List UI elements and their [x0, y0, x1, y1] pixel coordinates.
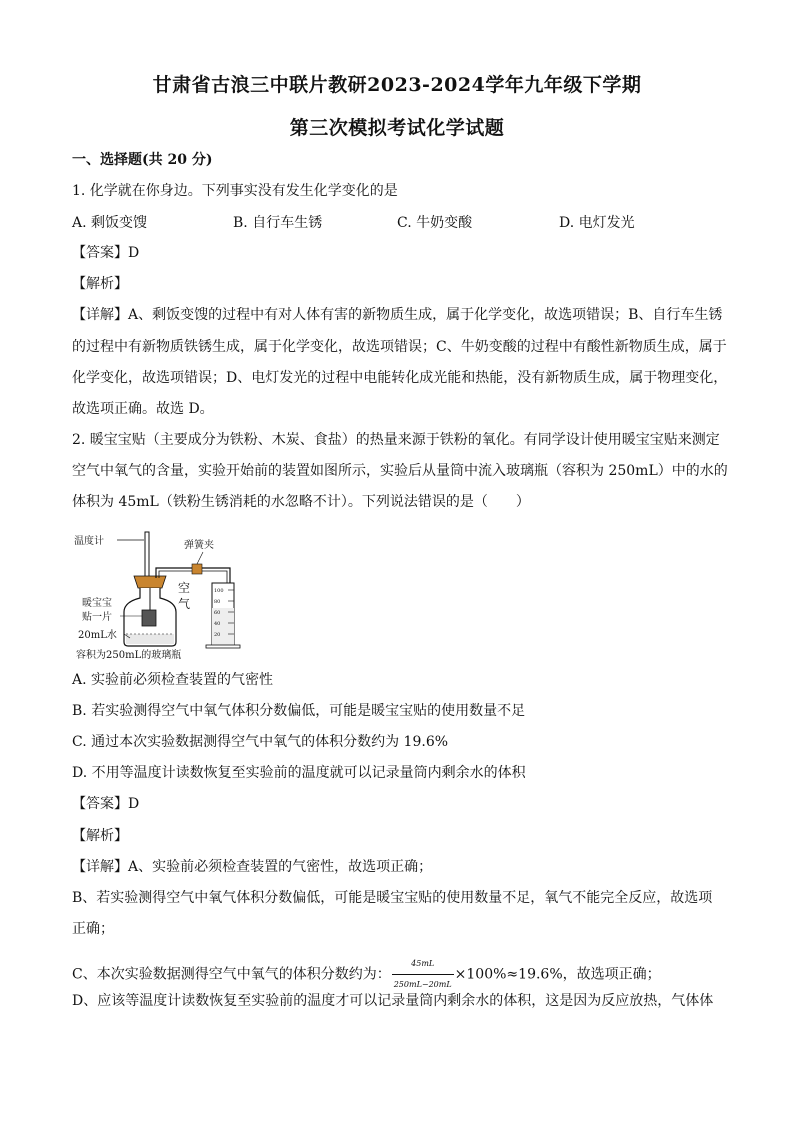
q2-detail-c-pre: C、本次实验数据测得空气中氧气的体积分数约为： — [72, 966, 391, 983]
q2-detail-a: 【详解】A、实验前必须检查装置的气密性，故选项正确； — [72, 859, 433, 875]
air-label: 空 — [178, 581, 191, 595]
cylinder-tick-label: 40 — [214, 621, 221, 627]
q2-option-d: D. 不用等温度计读数恢复至实验前的温度就可以记录量筒内剩余水的体积 — [72, 765, 526, 781]
q1-option-c: C. 牛奶变酸 — [397, 215, 473, 231]
page-title: 甘肃省古浪三中联片教研2023-2024学年九年级下学期 — [152, 74, 642, 96]
cylinder-tick-label: 60 — [214, 610, 221, 616]
q2-analysis-label: 【解析】 — [72, 828, 128, 844]
q1-analysis-label: 【解析】 — [72, 276, 128, 292]
q2-option-c: C. 通过本次实验数据测得空气中氧气的体积分数约为 19.6% — [72, 734, 449, 750]
q2-option-b: B. 若实验测得空气中氧气体积分数偏低，可能是暖宝宝贴的使用数量不足 — [72, 703, 526, 719]
thermometer-label: 温度计 — [74, 536, 104, 547]
heat-pad-label: 暖宝宝 — [82, 598, 112, 609]
q1-detail-line: 的过程中有新物质铁锈生成，属于化学变化，故选项错误；C、牛奶变酸的过程中有酸性新物质生成，属于 — [72, 339, 727, 355]
q2-answer: 【答案】D — [72, 796, 140, 812]
heat-pad-label: 贴一片 — [82, 612, 112, 623]
q1-option-a: A. 剩饭变馊 — [72, 215, 148, 231]
air-label: 气 — [178, 597, 191, 611]
fraction-numerator: 45mL — [392, 954, 454, 975]
q2-detail-b: B、若实验测得空气中氧气体积分数偏低，可能是暖宝宝贴的使用数量不足，氧气不能完全反应，故选项 — [72, 890, 713, 906]
q1-detail-line: 故选项正确。故选 D。 — [72, 401, 214, 417]
page-subtitle: 第三次模拟考试化学试题 — [289, 117, 505, 139]
section-heading: 一、选择题(共 20 分) — [72, 152, 213, 168]
q2-detail-b-cont: 正确； — [72, 921, 114, 937]
q2-detail-c — [72, 954, 732, 995]
clamp-label: 弹簧夹 — [184, 540, 214, 551]
heat-pad-shape — [142, 610, 156, 626]
q1-answer: 【答案】D — [72, 245, 140, 261]
water-label: 20mL水 — [78, 630, 117, 641]
cylinder-tick-label: 20 — [214, 632, 221, 638]
q1-detail-line: 化学变化，故选项错误；D、电灯发光的过程中电能转化成光能和热能，没有新物质生成，属于物理变化， — [72, 370, 728, 386]
q1-detail-line: 【详解】A、剩饭变馊的过程中有对人体有害的新物质生成，属于化学变化，故选项错误；B、自行车生锈 — [72, 307, 723, 323]
rubber-stopper — [134, 576, 166, 588]
q2-detail-c-post: ×100%≈19.6%，故选项正确； — [454, 966, 661, 983]
q1-option-d: D. 电灯发光 — [559, 215, 635, 231]
apparatus-figure — [72, 528, 242, 663]
q2-option-a: A. 实验前必须检查装置的气密性 — [72, 672, 274, 688]
q2-stem-line: 空气中氧气的含量，实验开始前的装置如图所示，实验后从量筒中流入玻璃瓶（容积为 250mL）中的水的 — [72, 463, 728, 479]
bottle-label: 容积为250mL的玻璃瓶 — [76, 650, 182, 661]
q2-detail-d: D、应该等温度计读数恢复至实验前的温度才可以记录量筒内剩余水的体积，这是因为反应放热，气体体 — [72, 993, 714, 1009]
cylinder-tick-label: 80 — [214, 599, 221, 605]
spring-clamp-shape — [192, 564, 202, 574]
cylinder-tick-label: 100 — [214, 588, 224, 594]
q2-stem-line: 体积为 45mL（铁粉生锈消耗的水忽略不计）。下列说法错误的是（ ） — [72, 494, 530, 510]
q1-option-b: B. 自行车生锈 — [233, 215, 323, 231]
q2-stem-line: 2. 暖宝宝贴（主要成分为铁粉、木炭、食盐）的热量来源于铁粉的氧化。有同学设计使用暖宝宝贴来测定 — [72, 432, 720, 448]
q1-stem: 1. 化学就在你身边。下列事实没有发生化学变化的是 — [72, 183, 398, 199]
fraction — [392, 954, 454, 995]
fraction-denominator: 250mL−20mL — [393, 980, 452, 989]
